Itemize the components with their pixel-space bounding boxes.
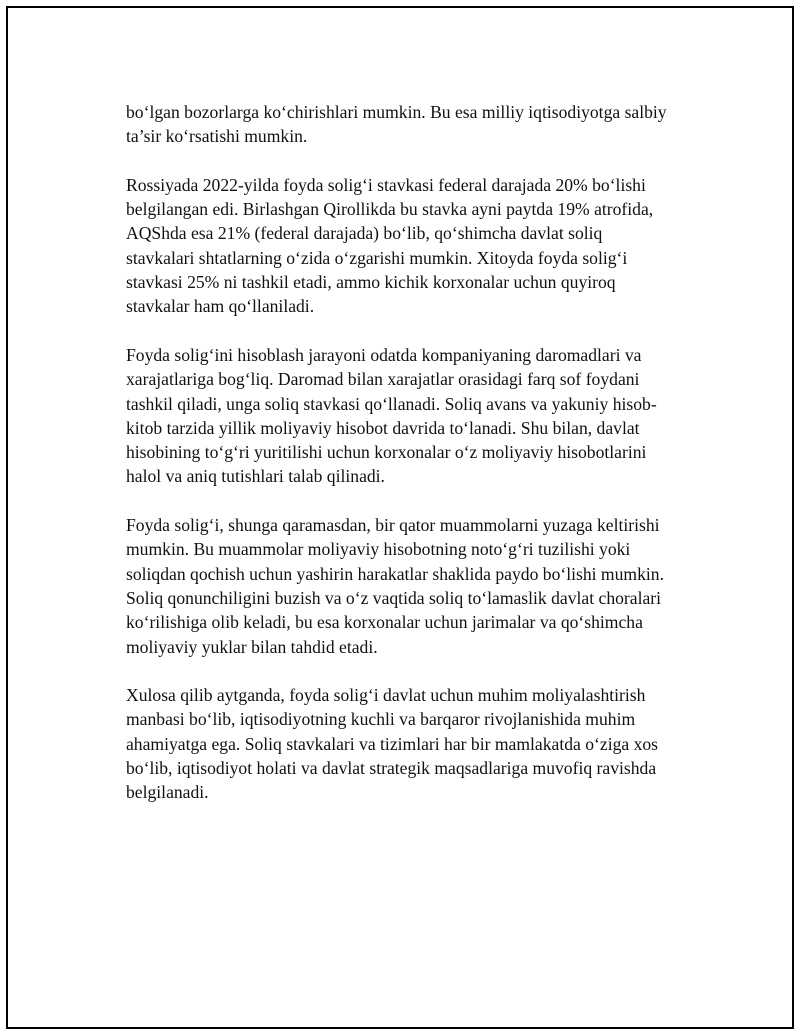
text-line: ta’sir ko‘rsatishi mumkin.	[126, 126, 308, 147]
text-line: moliyaviy yuklar bilan tahdid etadi.	[126, 636, 378, 657]
text-line: Foyda solig‘i, shunga qaramasdan, bir qator muammolarni yuzaga keltirishi	[126, 515, 660, 536]
text-line: belgilanadi.	[126, 782, 209, 803]
text-line: xarajatlariga bog‘liq. Daromad bilan xarajatlar orasidagi farq sof foydani	[126, 369, 640, 390]
text-line: hisobining to‘g‘ri yuritilishi uchun korxonalar o‘z moliyaviy hisobotlarini	[126, 442, 647, 463]
text-line: stavkalari shtatlarning o‘zida o‘zgarishi mumkin. Xitoyda foyda solig‘i	[126, 247, 628, 268]
paragraph-4	[126, 513, 701, 659]
text-line: stavkasi 25% ni tashkil etadi, ammo kichik korxonalar uchun quyiroq	[126, 272, 616, 293]
text-line: stavkalar ham qo‘llaniladi.	[126, 296, 315, 317]
paragraph-2	[126, 173, 701, 319]
text-line: halol va aniq tutishlari talab qilinadi.	[126, 466, 385, 487]
text-line: manbasi bo‘lib, iqtisodiyotning kuchli va barqaror rivojlanishida muhim	[126, 709, 636, 730]
text-line: mumkin. Bu muammolar moliyaviy hisobotning noto‘g‘ri tuzilishi yoki	[126, 539, 631, 560]
text-line: Xulosa qilib aytganda, foyda solig‘i davlat uchun muhim moliyalashtirish	[126, 685, 646, 706]
text-line: kitob tarzida yillik moliyaviy hisobot davrida to‘lanadi. Shu bilan, davlat	[126, 417, 640, 438]
text-line: AQShda esa 21% (federal darajada) bo‘lib, qo‘shimcha davlat soliq	[126, 223, 603, 244]
text-line: bo‘lib, iqtisodiyot holati va davlat strategik maqsadlariga muvofiq ravishda	[126, 758, 657, 779]
page-border	[6, 6, 794, 1029]
document-body	[126, 100, 701, 829]
paragraph-3	[126, 343, 701, 489]
text-line: soliqdan qochish uchun yashirin harakatlar shaklida paydo bo‘lishi mumkin.	[126, 563, 664, 584]
paragraph-1	[126, 100, 701, 149]
text-line: Foyda solig‘ini hisoblash jarayoni odatda kompaniyaning daromadlari va	[126, 344, 642, 365]
paragraph-5	[126, 683, 701, 804]
text-line: belgilangan edi. Birlashgan Qirollikda bu stavka ayni paytda 19% atrofida,	[126, 199, 654, 220]
text-line: Rossiyada 2022-yilda foyda solig‘i stavkasi federal darajada 20% bo‘lishi	[126, 174, 646, 195]
text-line: ko‘rilishiga olib keladi, bu esa korxonalar uchun jarimalar va qo‘shimcha	[126, 612, 643, 633]
text-line: tashkil qiladi, unga soliq stavkasi qo‘llanadi. Soliq avans va yakuniy hisob-	[126, 393, 657, 414]
text-line: bo‘lgan bozorlarga ko‘chirishlari mumkin. Bu esa milliy iqtisodiyotga salbiy	[126, 102, 667, 122]
text-line: ahamiyatga ega. Soliq stavkalari va tizimlari har bir mamlakatda o‘ziga xos	[126, 733, 659, 754]
text-line: Soliq qonunchiligini buzish va o‘z vaqtida soliq to‘lamaslik davlat choralari	[126, 587, 662, 608]
